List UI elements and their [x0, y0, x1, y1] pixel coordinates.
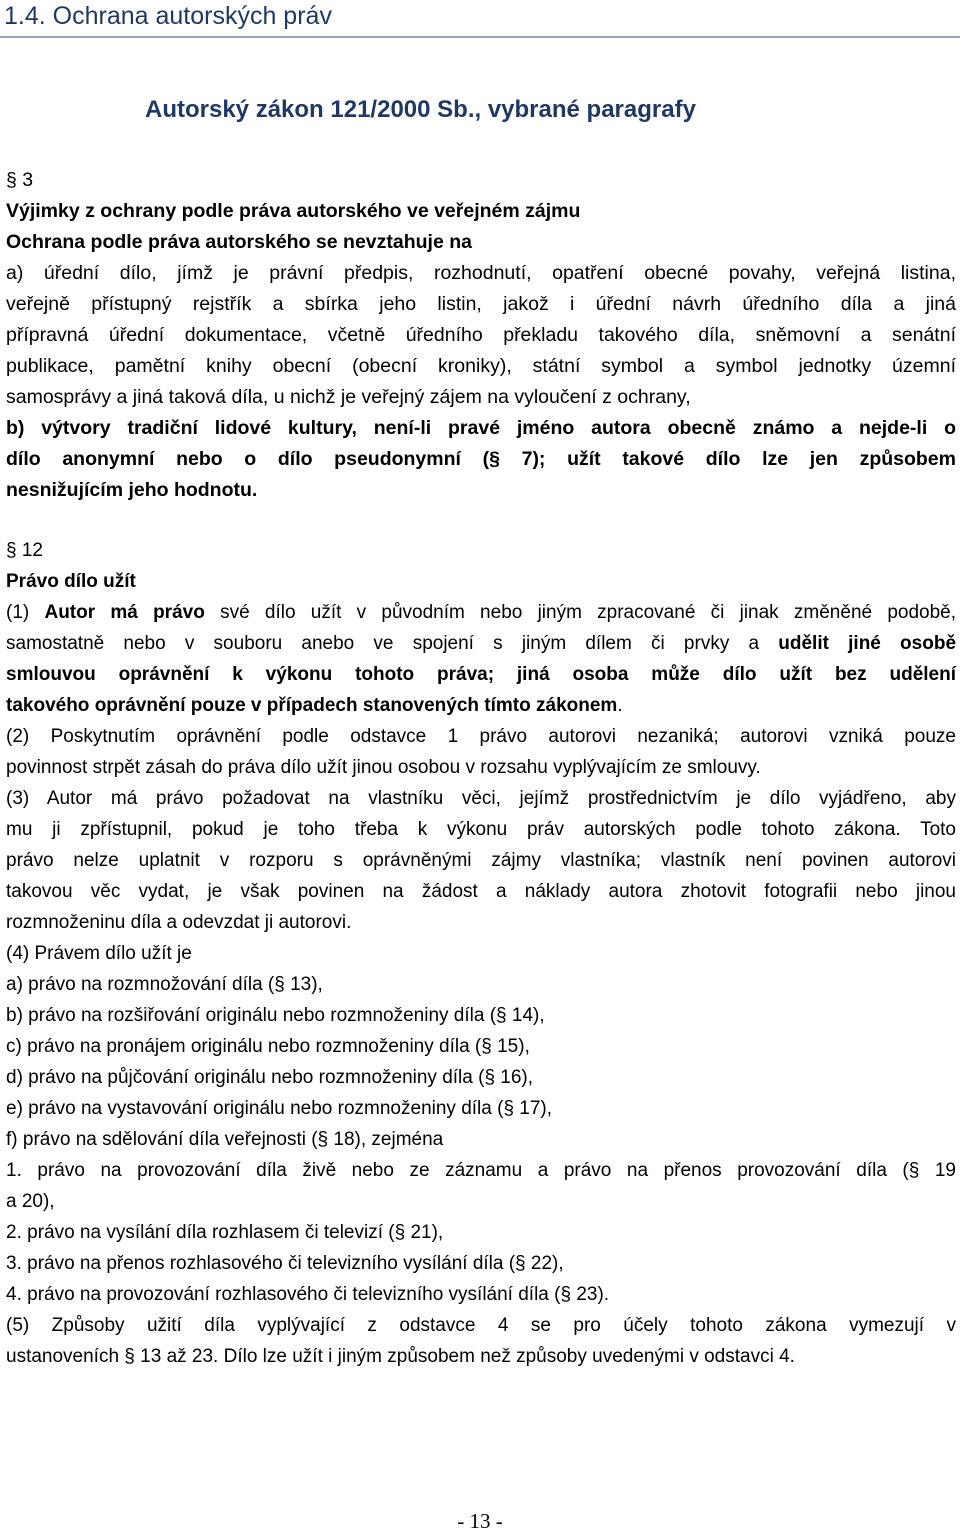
- para-3-line: mu ji zpřístupnil, pokud je toho třeba k výkonu práv autorských podle tohoto zákona. Toto: [6, 819, 956, 840]
- para-4-sub-item: 3. právo na přenos rozhlasového či televizního vysílání díla (§ 22),: [6, 1253, 564, 1274]
- para-4-item: d) právo na půjčování originálu nebo rozmnoženiny díla (§ 16),: [6, 1067, 534, 1088]
- page-number: - 13 -: [457, 1509, 503, 1533]
- section-3-b-line: nesnižujícím jeho hodnotu.: [6, 479, 258, 501]
- document-title: Autorský zákon 121/2000 Sb., vybrané paragrafy: [145, 96, 696, 123]
- section-3: [6, 165, 956, 506]
- para-4-sub-item: a 20),: [6, 1191, 55, 1212]
- para-1-line: smlouvou oprávnění k výkonu tohoto práva; jiná osoba může dílo užít bez udělení: [6, 664, 956, 685]
- para-3-line: právo nelze uplatnit v rozporu s oprávněnými zájmy vlastníka; vlastník není povinen autorovi: [6, 850, 956, 871]
- para-2-line: (2) Poskytnutím oprávnění podle odstavce 1 právo autorovi nezaniká; autorovi vzniká pouze: [6, 726, 956, 747]
- para-4-item: a) právo na rozmnožování díla (§ 13),: [6, 974, 323, 995]
- section-3-a-line: a) úřední dílo, jímž je právní předpis, rozhodnutí, opatření obecné povahy, veřejná listina,: [6, 262, 956, 284]
- section-3-b-line: b) výtvory tradiční lidové kultury, není-li pravé jméno autora obecně známo a nejde-li o: [6, 417, 956, 439]
- section-12: [6, 535, 956, 1372]
- para-2-line: povinnost strpět zásah do práva dílo užít jinou osobou v rozsahu vyplývajícím ze smlouvy.: [6, 757, 761, 778]
- section-heading: 1.4. Ochrana autorských práv: [4, 2, 332, 30]
- para-4-item: e) právo na vystavování originálu nebo rozmnoženiny díla (§ 17),: [6, 1098, 553, 1119]
- heading-divider: [0, 36, 960, 38]
- section-3-intro: Ochrana podle práva autorského se nevztahuje na: [6, 231, 472, 253]
- section-3-a-line: veřejně přístupný rejstřík a sbírka jeho listin, jakož i úřední návrh úředního díla a jiná: [6, 293, 956, 315]
- para-4-sub-item: 2. právo na vysílání díla rozhlasem či televizí (§ 21),: [6, 1222, 444, 1243]
- para-4-item: b) právo na rozšiřování originálu nebo rozmnoženiny díla (§ 14),: [6, 1005, 545, 1026]
- section-3-a-line: přípravná úřední dokumentace, včetně úředního překladu takového díla, sněmovní a senátní: [6, 324, 956, 346]
- section-3-title: Výjimky z ochrany podle práva autorského ve veřejném zájmu: [6, 200, 581, 222]
- section-12-title: Právo dílo užít: [6, 571, 136, 592]
- section-3-a-line: publikace, pamětní knihy obecní (obecní kroniky), státní symbol a symbol jednotky územní: [6, 355, 956, 377]
- para-1-line: (1) Autor má právo své dílo užít v původním nebo jiným zpracované či jinak změněné podobě,: [6, 602, 956, 623]
- section-3-b-line: dílo anonymní nebo o dílo pseudonymní (§ 7); užít takové dílo lze jen způsobem: [6, 448, 956, 470]
- para-1-line: samostatně nebo v souboru anebo ve spojení s jiným dílem či prvky a udělit jiné osobě: [6, 633, 957, 654]
- section-3-number: § 3: [6, 169, 34, 191]
- para-4-sub-item: 1. právo na provozování díla živě nebo ze záznamu a právo na přenos provozování díla (§ 19: [6, 1160, 956, 1181]
- para-4-sub-item: 4. právo na provozování rozhlasového či televizního vysílání díla (§ 23).: [6, 1284, 610, 1305]
- para-5-line: ustanoveních § 13 až 23. Dílo lze užít i jiným způsobem než způsoby uvedenými v odstavci 4.: [6, 1346, 795, 1367]
- para-3-line: takovou věc vydat, je však povinen na žádost a náklady autora zhotovit fotografii nebo jinou: [6, 881, 956, 902]
- para-4-item: f) právo na sdělování díla veřejnosti (§ 18), zejména: [6, 1129, 444, 1150]
- section-12-number: § 12: [6, 540, 43, 561]
- para-5-line: (5) Způsoby užití díla vyplývající z odstavce 4 se pro účely tohoto zákona vymezují v: [6, 1315, 956, 1336]
- para-1-line: takového oprávnění pouze v případech stanovených tímto zákonem.: [6, 695, 623, 716]
- para-4-intro: (4) Právem dílo užít je: [6, 943, 192, 964]
- para-4-item: c) právo na pronájem originálu nebo rozmnoženiny díla (§ 15),: [6, 1036, 530, 1057]
- para-3-line: (3) Autor má právo požadovat na vlastníku věci, jejímž prostřednictvím je dílo vyjádřeno, aby: [6, 788, 956, 809]
- para-3-line: rozmnoženinu díla a odevzdat ji autorovi.: [6, 912, 352, 933]
- section-3-a-line: samosprávy a jiná taková díla, u nichž je veřejný zájem na vyloučení z ochrany,: [6, 386, 691, 408]
